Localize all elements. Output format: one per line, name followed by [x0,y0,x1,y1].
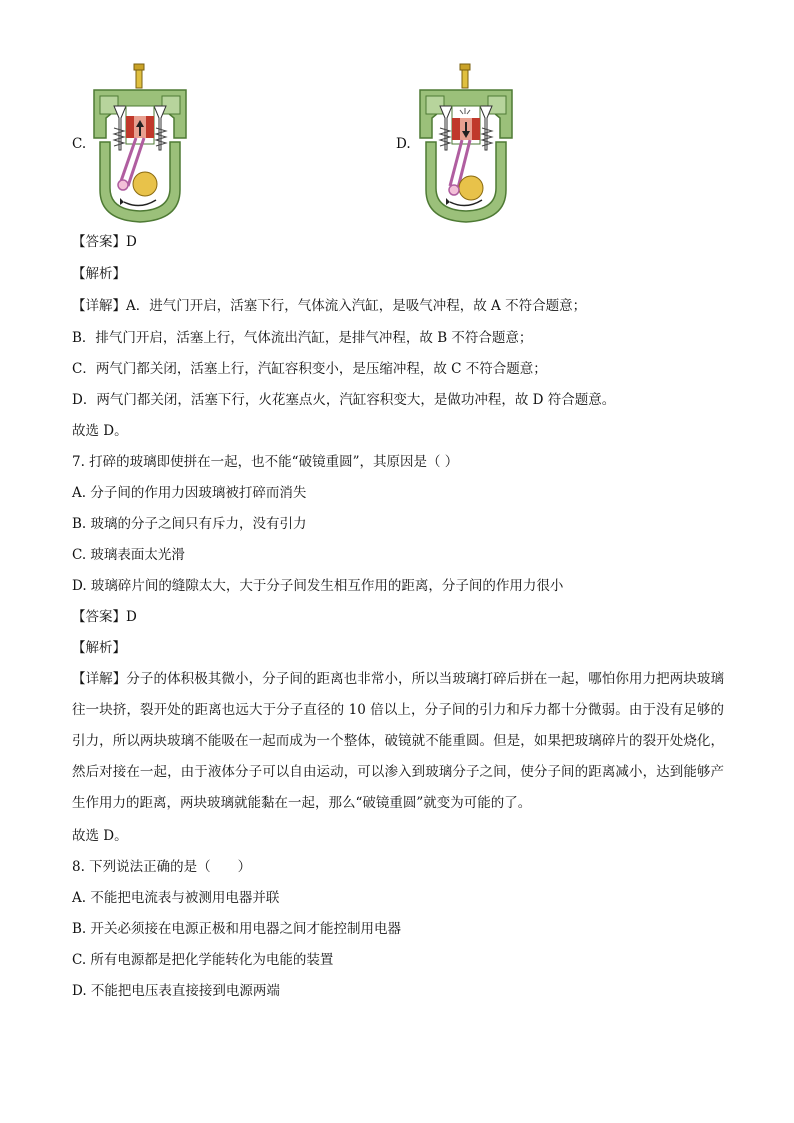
q8-option-c: C. 所有电源都是把化学能转化为电能的装置 [72,952,334,968]
q8-question: 8. 下列说法正确的是（ ） [72,859,252,875]
q7-option-d: D. 玻璃碎片间的缝隙太大，大于分子间发生相互作用的距离，分子间的作用力很小 [72,578,564,594]
q7-option-b: B. 玻璃的分子之间只有斥力，没有引力 [72,516,307,532]
q7-option-c: C. 玻璃表面太光滑 [72,547,185,563]
q8-option-b: B. 开关必须接在电源正极和用电器之间才能控制用电器 [72,921,402,937]
q7-option-a: A. 分子间的作用力因玻璃被打碎而消失 [72,485,307,501]
q8-option-d: D. 不能把电压表直接接到电源两端 [72,983,280,999]
q7-detail: 【详解】分子的体积极其微小，分子间的距离也非常小，所以当玻璃打碎后拼在一起，哪怕你用力把两块玻璃往一块挤，裂开处的距离也远大于分子直径的 10 倍以上，分子间的引力和斥力都十分微弱。由于没有足够的引力，所以两块玻璃不能吸在一起而成为一个整体，破镜就不能重圆。但是，如果把玻璃碎片的裂开处烧化，然后对接在一起，由于液体分子可以自由运动，可以渗入到玻璃分子之间，使分子间的距离减小，达到能够产生作用力的距离，两块玻璃就能黏在一起，那么“破镜重圆”就变为可能的了。 [72,671,724,811]
figure-d-label: D. [396,136,411,152]
q6-detail-a: 【详解】A．进气门开启，活塞下行，气体流入汽缸，是吸气冲程，故 A 不符合题意； [72,298,587,314]
q7-answer: 【答案】D [72,609,137,625]
q6-detail-c: C．两气门都关闭，活塞上行，汽缸容积变小，是压缩冲程，故 C 不符合题意； [72,361,547,377]
q7-question: 7. 打碎的玻璃即使拼在一起，也不能“破镜重圆”，其原因是（ ） [72,454,459,470]
q6-analysis: 【解析】 [72,266,126,282]
engine-diagram-c [90,60,190,225]
figure-c-label: C. [72,136,87,152]
q6-detail-d: D．两气门都关闭，活塞下行，火花塞点火，汽缸容积变大，是做功冲程，故 D 符合题意。 [72,392,616,408]
q6-conclusion: 故选 D。 [72,423,128,439]
q6-answer: 【答案】D [72,234,137,250]
q6-detail-b: B．排气门开启，活塞上行，气体流出汽缸，是排气冲程，故 B 不符合题意； [72,330,533,346]
engine-diagram-d [416,60,516,225]
q8-option-a: A. 不能把电流表与被测用电器并联 [72,890,280,906]
q7-analysis: 【解析】 [72,640,126,656]
q7-conclusion: 故选 D。 [72,828,128,844]
